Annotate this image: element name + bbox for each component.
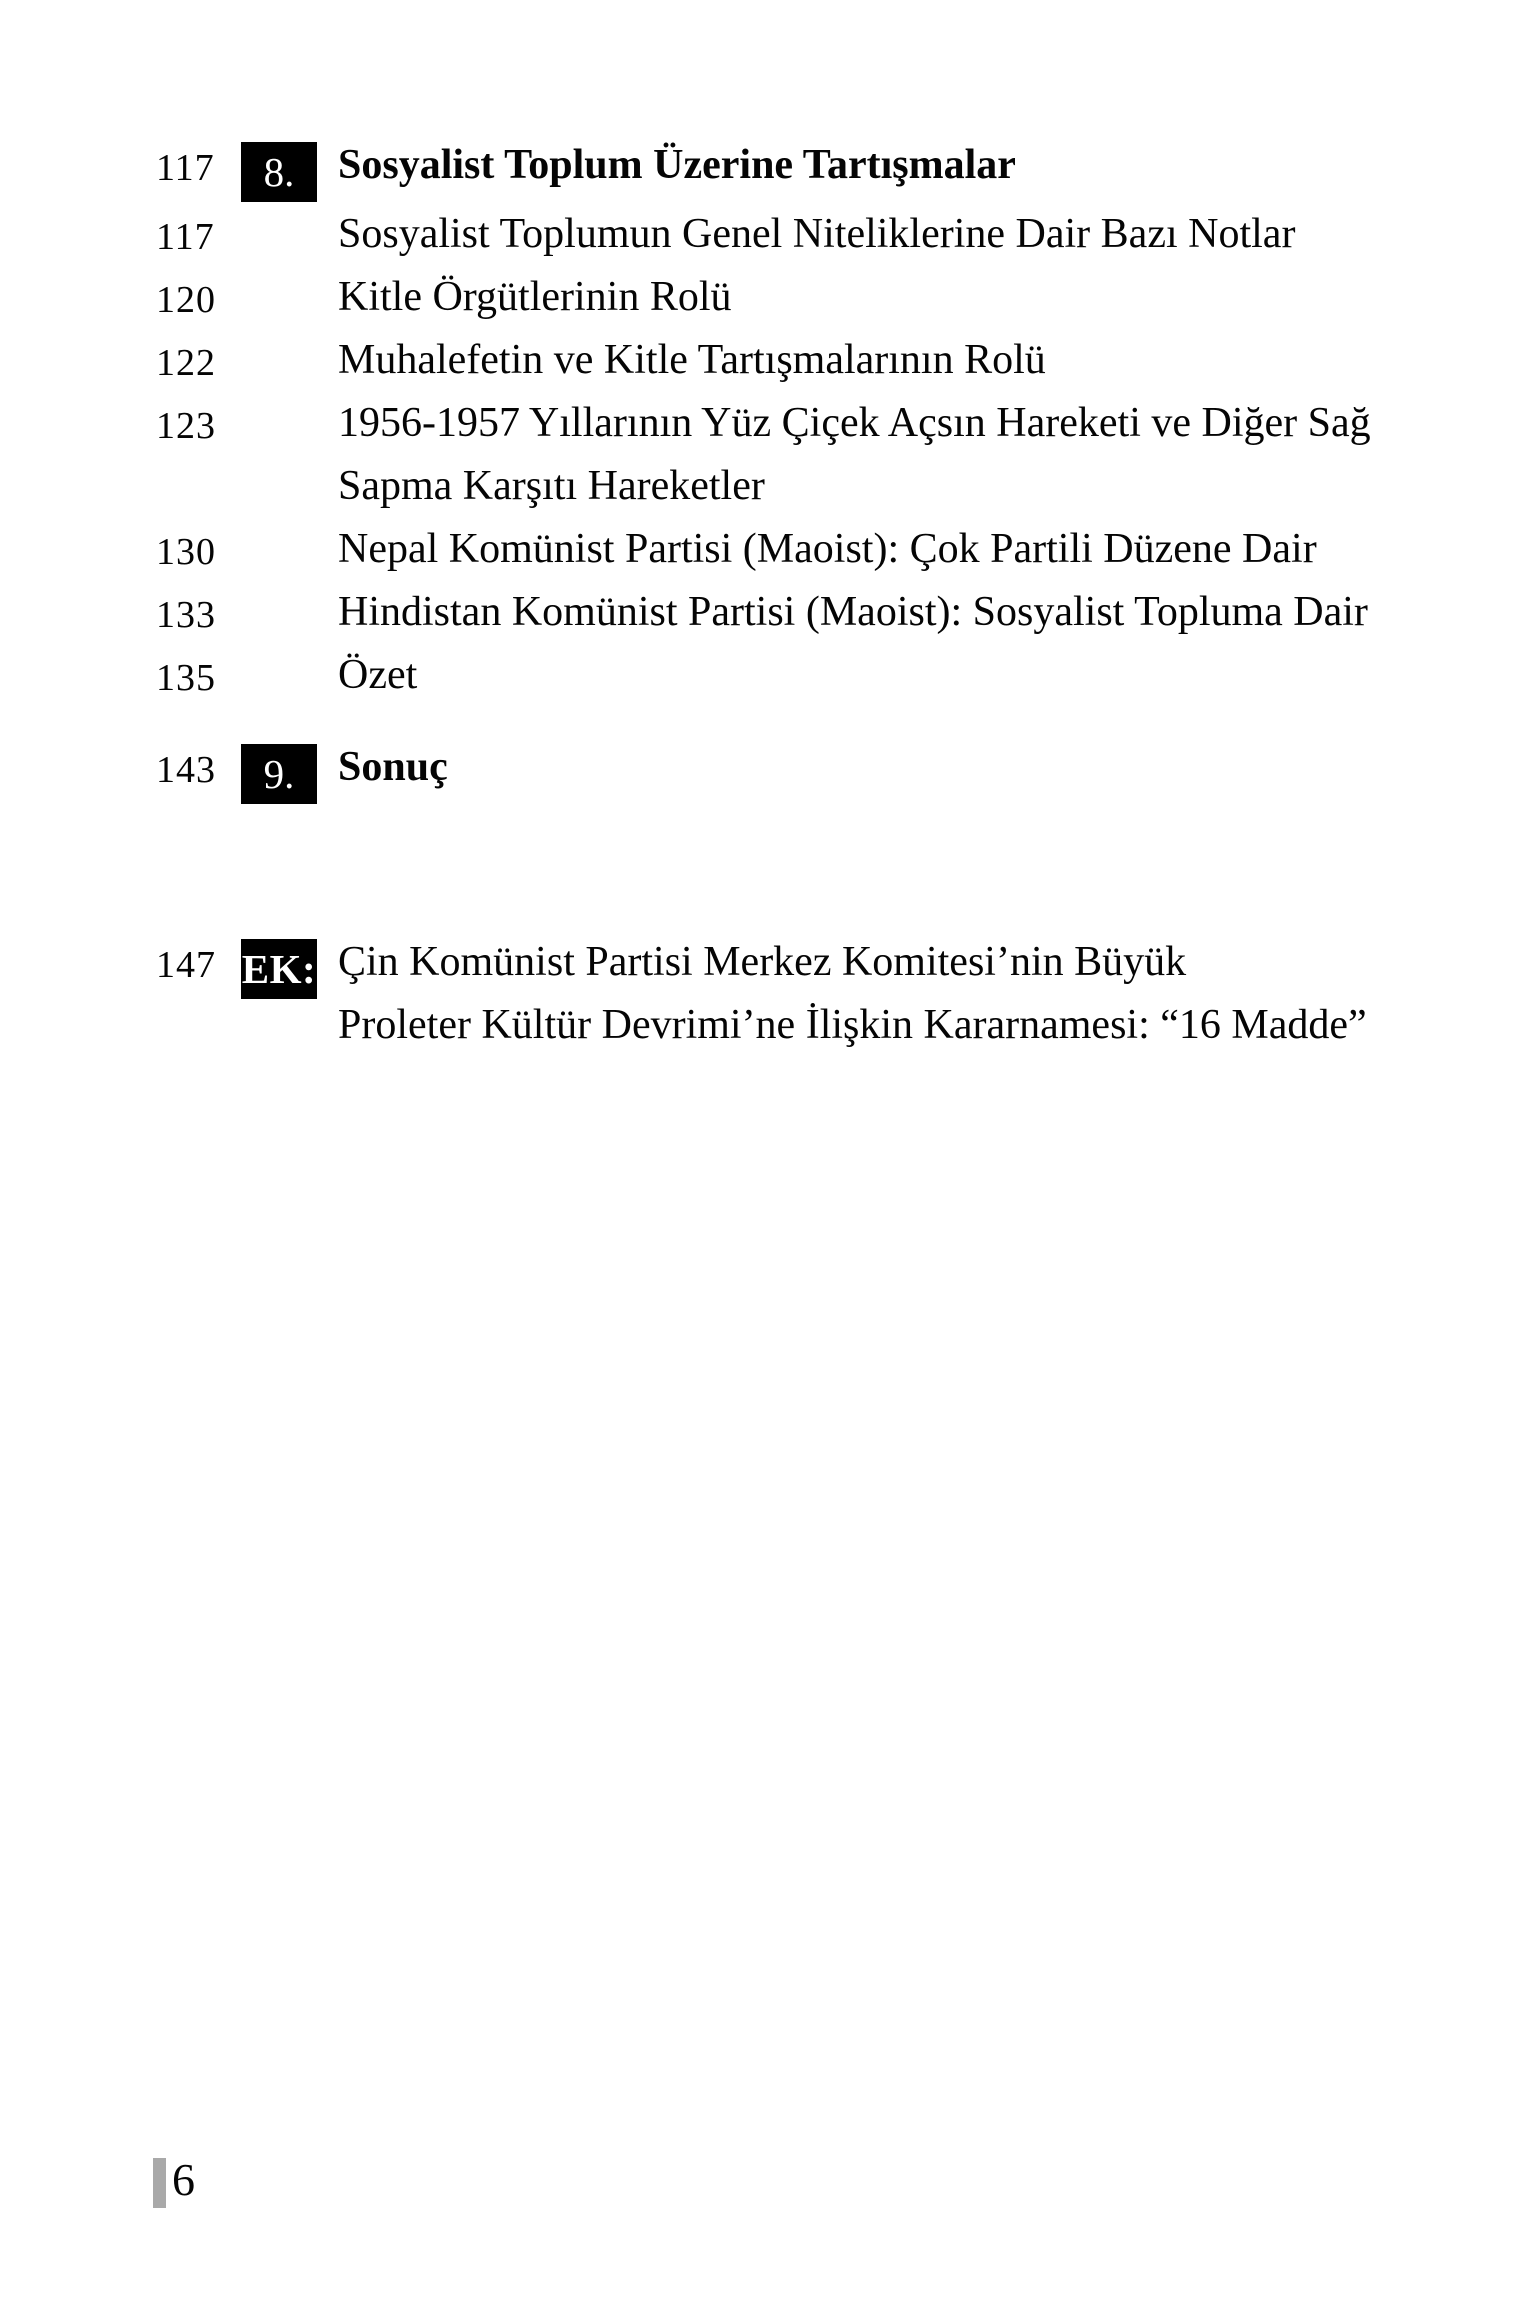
toc-page-number: 122 — [156, 342, 216, 384]
appendix-line-2: Proleter Kültür Devrimi’ne İlişkin Kararnamesi: “16 Madde” — [338, 1002, 1367, 1048]
toc-page-number: 143 — [156, 749, 216, 791]
toc-entry-text: Muhalefetin ve Kitle Tartışmalarının Rolü — [338, 337, 1046, 383]
toc-page-number: 130 — [156, 531, 216, 573]
toc-page-number: 117 — [156, 216, 215, 258]
toc-row-chapter-8 — [0, 134, 1535, 197]
appendix-line-1: Çin Komünist Partisi Merkez Komitesi’nin Büyük — [338, 939, 1187, 985]
toc-entry-text: Sosyalist Toplumun Genel Niteliklerine Dair Bazı Notlar — [338, 211, 1296, 257]
toc-row-chapter-9 — [0, 736, 1535, 799]
appendix-badge: EK: — [241, 939, 317, 999]
toc-page-number: 117 — [156, 147, 215, 189]
toc-row — [0, 203, 1535, 266]
footer-bar — [153, 2158, 166, 2208]
chapter-number-badge: 8. — [241, 142, 317, 202]
toc-row — [0, 581, 1535, 644]
toc-page-number: 135 — [156, 657, 216, 699]
toc-row — [0, 266, 1535, 329]
toc-row — [0, 329, 1535, 392]
toc-row — [0, 644, 1535, 707]
chapter-number-badge: 9. — [241, 744, 317, 804]
toc-page-number: 120 — [156, 279, 216, 321]
page-footer — [153, 2152, 195, 2208]
toc-row — [0, 392, 1535, 518]
toc-entry-text: Nepal Komünist Partisi (Maoist): Çok Partili Düzene Dair — [338, 526, 1317, 572]
toc-entry-line-1: 1956-1957 Yıllarının Yüz Çiçek Açsın Hareketi ve Diğer Sağ — [338, 400, 1371, 446]
footer-page-number: 6 — [172, 2154, 195, 2205]
toc-row-appendix — [0, 931, 1535, 1057]
appendix-entry-text — [338, 931, 1367, 1057]
toc-page-number: 147 — [156, 944, 216, 986]
toc-entry-line-2: Sapma Karşıtı Hareketler — [338, 463, 765, 509]
toc-row — [0, 518, 1535, 581]
chapter-title: Sonuç — [338, 744, 448, 790]
toc-entry-text — [338, 392, 1371, 518]
toc-entry-text: Özet — [338, 652, 418, 698]
chapter-title: Sosyalist Toplum Üzerine Tartışmalar — [338, 142, 1016, 188]
toc-entry-text: Hindistan Komünist Partisi (Maoist): Sosyalist Topluma Dair — [338, 589, 1368, 635]
toc-page-number: 133 — [156, 594, 216, 636]
toc-page-number: 123 — [156, 405, 216, 447]
toc-entry-text: Kitle Örgütlerinin Rolü — [338, 274, 732, 320]
